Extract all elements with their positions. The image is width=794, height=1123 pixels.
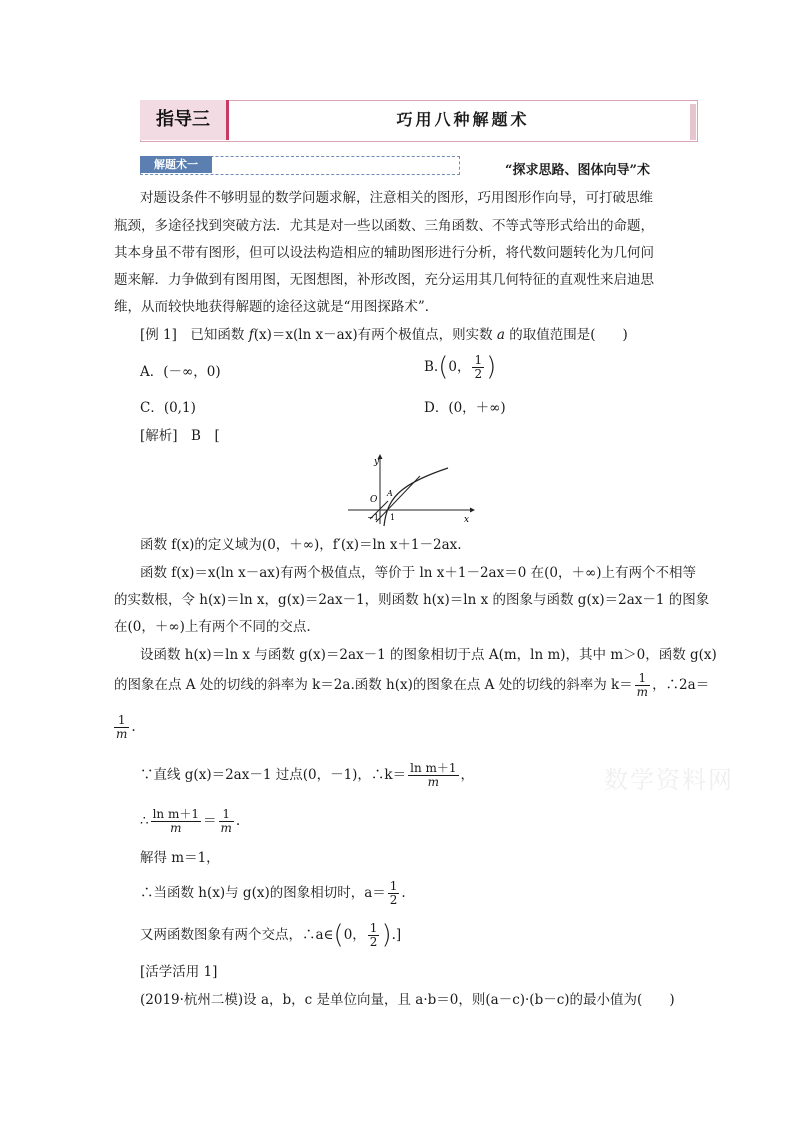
solution-line-5 — [140, 808, 240, 835]
s3c-fraction: $\frac{1}{m}$ — [116, 713, 128, 741]
s4-fraction: $\frac{\text{ln m＋1}}{m}$ — [410, 761, 457, 789]
section-label: 指导三 — [156, 109, 210, 130]
y-label: y — [374, 457, 380, 467]
s3b-fraction: $\frac{1}{m}$ — [636, 671, 649, 699]
option-a: A．(－∞，0) — [140, 364, 221, 380]
intro-line-3: 其本身虽不带有图形，但可以设法构造相应的辅助图形进行分析，将代数问题转化为几何问 — [114, 245, 654, 261]
s8-fraction: $\frac{1}{2}$ — [369, 921, 378, 949]
solution-line-3b — [114, 672, 709, 699]
tangent-line — [376, 476, 420, 522]
intro-line-5: 维，从而较快地获得解题的途径这就是“用图探路术”． — [114, 299, 439, 315]
intro-line-4: 题来解．力争做到有图用图，无图想图，补形改图，充分运用其几何特征的直观性来启迪思 — [114, 272, 654, 288]
intro-line-2: 瓶颈，多途径找到突破方法．尤其是对一些以函数、三角函数、不等式等形式给出的命题， — [114, 218, 654, 234]
option-b-label: B. — [424, 359, 439, 375]
s8-zero: 0， — [343, 927, 366, 943]
example-label: [例 1] — [140, 327, 177, 343]
q-f: f — [248, 327, 254, 343]
one-label: 1 — [390, 513, 396, 522]
s8-post: .] — [391, 927, 402, 943]
solution-line-3c — [112, 714, 136, 741]
analysis-label: [解析] — [140, 428, 178, 444]
s4-post: ， — [460, 767, 475, 783]
neg-one-label: −1 — [367, 513, 379, 522]
s3b-post: ，∴2a＝ — [652, 677, 710, 693]
s5-pre: ∴ — [140, 813, 149, 829]
technique-label: 解题术一 — [140, 156, 212, 173]
solution-line-3a: 设函数 h(x)＝ln x 与函数 g(x)＝2ax－1 的图象相切于点 A(m，ln m)，其中 m＞0，函数 g(x) — [140, 647, 717, 663]
practice-question: (2019·杭州二模)设 a，b，c 是单位向量，且 a·b＝0，则(a－c)·(b－c)的最小值为( ) — [140, 992, 675, 1008]
point-a-label: A — [387, 489, 393, 498]
s4-pre: ∵直线 g(x)＝2ax－1 过点(0，－1)，∴k＝ — [140, 767, 407, 783]
watermark: 数学资料网 — [604, 766, 734, 794]
s5-eq: ＝ — [203, 813, 217, 829]
solution-line-2a: 函数 f(x)＝x(ln x－ax)有两个极值点，等价于 ln x＋1－2ax＝0 在(0，＋∞)上有两个不相等 — [140, 565, 696, 581]
s3b-pre: 的图象在点 A 处的切线的斜率为 k＝2a.函数 h(x)的图象在点 A 处的切线的斜率为 k＝ — [114, 677, 633, 693]
option-d: D．(0，＋∞) — [424, 400, 506, 416]
s5-post: . — [235, 813, 241, 829]
q-a: a — [496, 327, 505, 343]
analysis-answer: B [ — [191, 428, 220, 444]
section-title: 巧用八种解题术 — [396, 110, 530, 129]
solution-line-8: 又两函数图象有两个交点，∴a∈(0， $\frac{1}{2}$ ).] — [140, 920, 402, 950]
solution-line-7 — [140, 880, 406, 907]
option-b-fraction: $\frac{1}{2}$ — [474, 353, 483, 381]
solution-line-2c: 在(0，＋∞)上有两个不同的交点. — [114, 619, 311, 635]
s7-pre: ∴当函数 h(x)与 g(x)的图象相切时，a＝ — [140, 885, 386, 901]
x-label: x — [464, 515, 470, 525]
solution-line-1: 函数 f(x)的定义域为(0，＋∞)，f′(x)＝ln x＋1－2ax. — [140, 537, 462, 553]
s3c-post: . — [131, 719, 136, 735]
practice-label: [活学活用 1] — [140, 964, 218, 980]
technique-subtitle: “探求思路、图体向导”术 — [505, 163, 650, 178]
analysis-line — [140, 426, 220, 447]
option-c: C．(0,1) — [140, 400, 196, 416]
q-post: 的取值范围是( ) — [504, 327, 628, 343]
x-axis-arrow — [470, 508, 475, 513]
function-graph — [340, 450, 480, 528]
solution-line-6: 解得 m＝1， — [140, 850, 220, 866]
example-question — [140, 325, 628, 346]
origin-label: O — [370, 495, 378, 505]
s5-fraction-2: $\frac{1}{m}$ — [220, 807, 232, 835]
s7-post: . — [401, 885, 406, 901]
solution-line-4 — [140, 762, 474, 789]
intro-line-1: 对题设条件不够明显的数学问题求解，注意相关的图形，巧用图形作向导，可打破思维 — [140, 190, 653, 206]
q-pre: 已知函数 — [190, 327, 249, 343]
solution-line-2b: 的实数根，令 h(x)＝ln x，g(x)＝2ax－1，则函数 h(x)＝ln x 的图象与函数 g(x)＝2ax－1 的图象 — [114, 592, 710, 608]
s5-fraction-1: $\frac{\text{ln m＋1}}{m}$ — [152, 807, 199, 835]
option-b-zero: 0， — [448, 359, 471, 375]
s7-fraction: $\frac{1}{2}$ — [389, 879, 398, 907]
s8-pre: 又两函数图象有两个交点，∴a∈ — [140, 927, 334, 943]
q-mid: (x)＝x(ln x－ax)有两个极值点，则实数 — [253, 327, 497, 343]
option-b: B.(0， $\frac{1}{2}$ ) — [424, 352, 497, 382]
